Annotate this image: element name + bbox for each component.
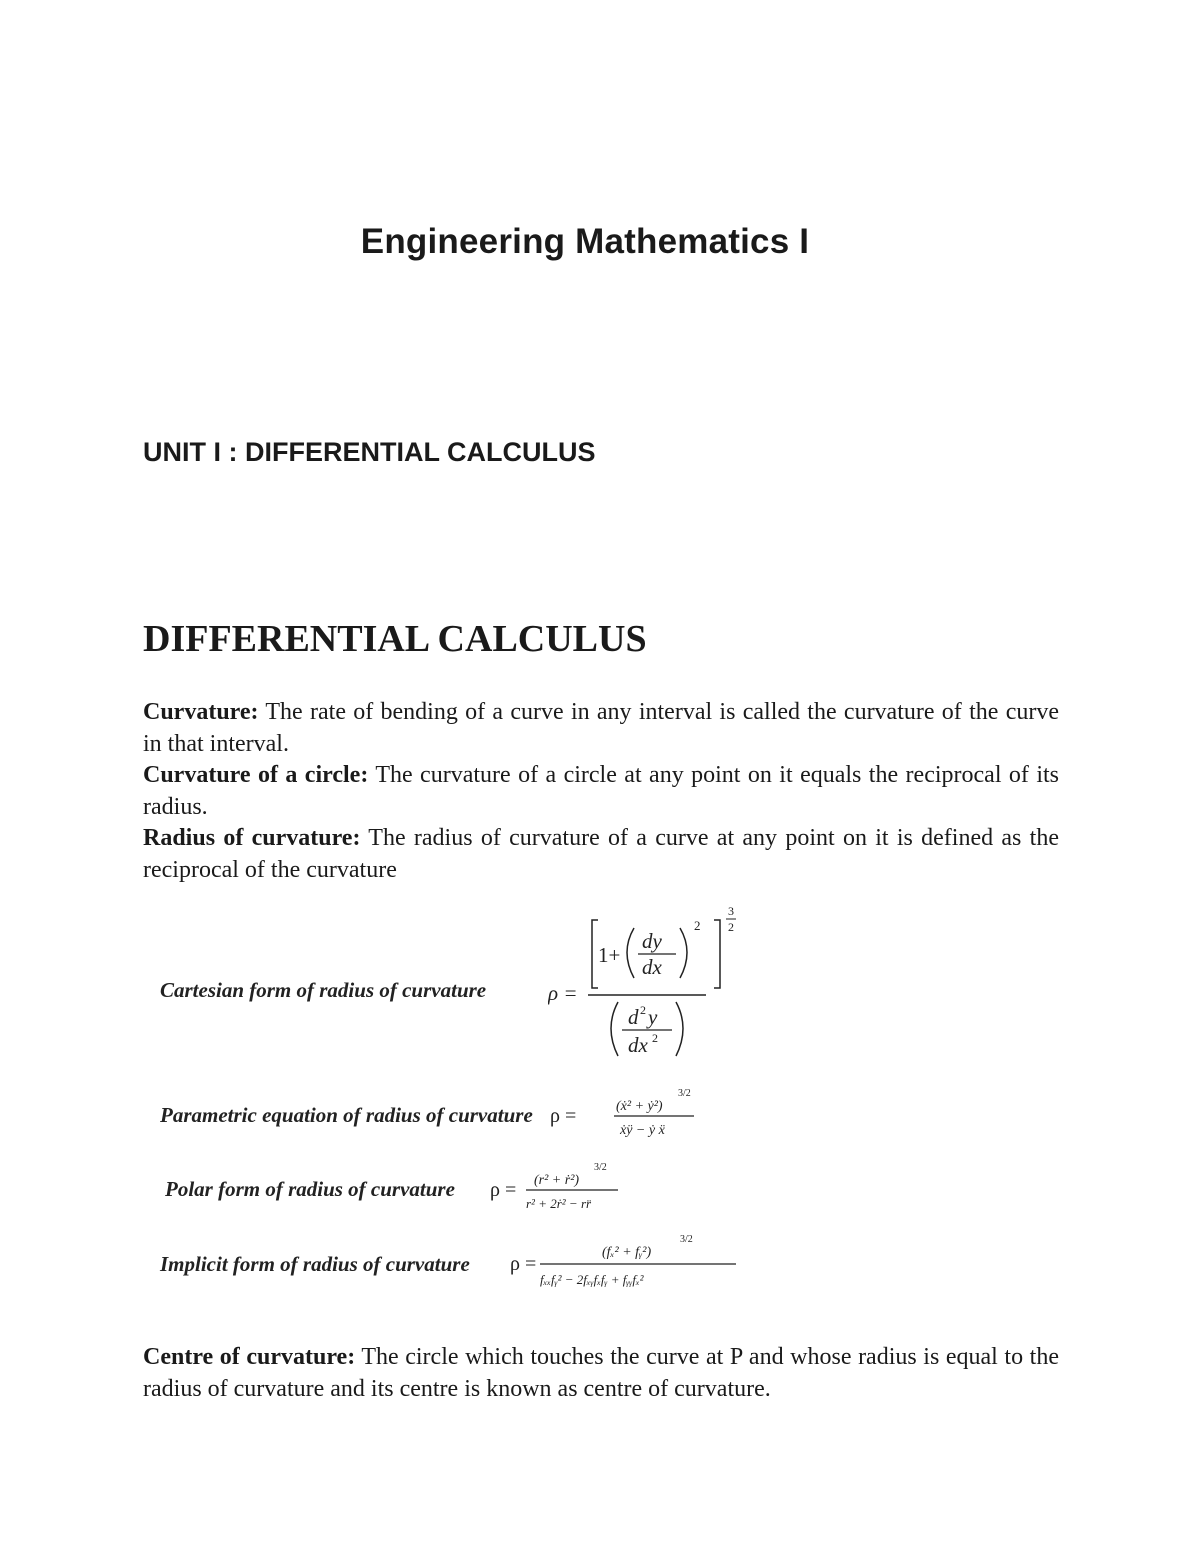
square-exponent: 2 <box>694 918 701 933</box>
d-exponent: 2 <box>640 1003 646 1017</box>
formula-cartesian-expression <box>548 900 748 1060</box>
formula-implicit-expression <box>510 1228 760 1292</box>
formula-parametric <box>160 1103 533 1128</box>
formula-polar <box>165 1177 455 1202</box>
formula-parametric-label: Parametric equation of radius of curvature <box>160 1103 533 1127</box>
definition-radius-of-curvature <box>143 823 1059 886</box>
polar-denominator: r² + 2ṙ² − rr̈ <box>526 1196 592 1211</box>
dy-text: dy <box>642 929 662 953</box>
polar-power: 3/2 <box>594 1162 607 1173</box>
one-plus: 1+ <box>598 943 621 967</box>
rho-symbol: ρ = <box>510 1253 537 1275</box>
rho-symbol: ρ = <box>550 1105 577 1127</box>
definition-term: Curvature of a circle: <box>143 762 369 788</box>
parametric-power: 3/2 <box>678 1088 691 1099</box>
formula-polar-label: Polar form of radius of curvature <box>165 1177 455 1201</box>
dx-exponent: 2 <box>652 1031 658 1045</box>
unit-heading: UNIT I : DIFFERENTIAL CALCULUS <box>143 437 596 467</box>
rho-symbol: ρ = <box>490 1179 517 1201</box>
definition-text: The rate of bending of a curve in any interval is called the curvature of the curve in that interval. <box>143 699 1059 757</box>
parametric-numerator: (ẋ² + ẏ²) <box>616 1099 663 1114</box>
formula-polar-expression <box>490 1156 640 1218</box>
formula-implicit-label: Implicit form of radius of curvature <box>160 1252 470 1276</box>
definition-text: The curvature of a circle at any point on it equals the reciprocal of its radius. <box>143 762 1060 820</box>
definition-text: The radius of curvature of a curve at any point on it is defined as the reciprocal of the curvature <box>143 825 1059 883</box>
section-heading: DIFFERENTIAL CALCULUS <box>143 618 647 660</box>
formula-parametric-expression <box>550 1082 700 1144</box>
definitions-block <box>143 697 1059 886</box>
polar-numerator: (r² + ṙ²) <box>534 1173 580 1188</box>
definition-curvature <box>143 697 1059 760</box>
d-text: d <box>628 1005 639 1029</box>
definition-curvature-of-circle <box>143 760 1059 823</box>
definition-centre-of-curvature <box>143 1342 1059 1405</box>
rho-symbol: ρ = <box>548 981 578 1005</box>
implicit-numerator: (fₓ² + fᵧ²) <box>602 1245 652 1260</box>
formula-implicit <box>160 1252 470 1277</box>
implicit-power: 3/2 <box>680 1234 693 1245</box>
power-denominator: 2 <box>728 920 734 934</box>
formula-cartesian-label: Cartesian form of radius of curvature <box>160 978 487 1002</box>
definition-term: Curvature: <box>143 699 259 725</box>
dx-squared-text: dx <box>628 1033 648 1057</box>
definition-term: Centre of curvature: <box>143 1344 356 1370</box>
definition-term: Radius of curvature: <box>143 825 361 851</box>
y-text: y <box>648 1005 658 1029</box>
dx-text: dx <box>642 955 662 979</box>
parametric-denominator: ẋÿ − ẏ ẍ <box>620 1123 665 1138</box>
power-numerator: 3 <box>728 904 734 918</box>
definition-text: The circle which touches the curve at P and whose radius is equal to the radius of curvature and its centre is known as centre of curvature. <box>143 1344 1059 1402</box>
formula-cartesian <box>160 978 486 1003</box>
implicit-denominator: fₓₓfᵧ² − 2fₓᵧfₓfᵧ + fᵧᵧfₓ² <box>540 1272 644 1287</box>
document-title: Engineering Mathematics I <box>360 222 810 261</box>
